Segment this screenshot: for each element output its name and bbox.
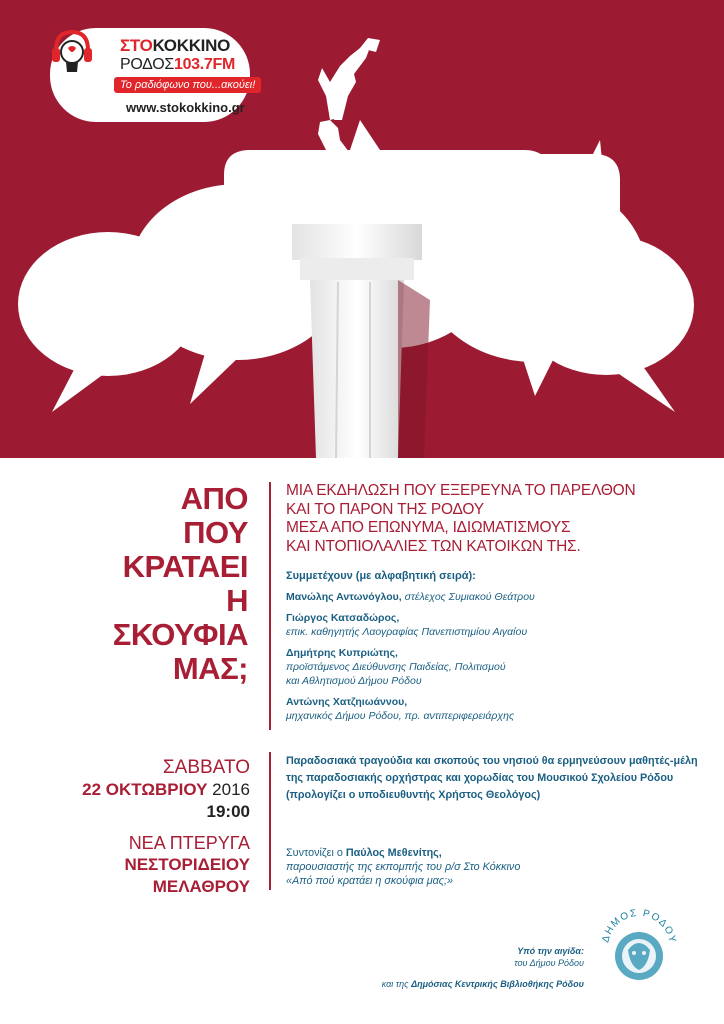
event-year: 2016 xyxy=(212,780,250,799)
title-line: ΣΚΟΥΦΙΑ xyxy=(112,617,248,652)
title-line: ΠΟΥ xyxy=(183,515,248,550)
title-line: ΑΠΟ xyxy=(180,481,248,516)
aegis-municipality xyxy=(440,945,584,969)
participant-role: επικ. καθηγητής Λαογραφίας Πανεπιστημίου Αιγαίου xyxy=(286,626,528,638)
logo-city-frequency xyxy=(120,56,235,74)
coordinator-role: παρουσιαστής της εκπομπής του ρ/σ Στο Κόκκινο xyxy=(286,861,521,873)
aegis-library-name: Δημόσιας Κεντρικής Βιβλιοθήκης Ρόδου xyxy=(411,979,584,989)
music-description: Παραδοσιακά τραγούδια και σκοπούς του νησιού θα ερμηνεύσουν μαθητές-μέλη της παραδοσιακής ορχήστρας και χορωδίας του Μουσικού Σχολείου Ρόδου (προλογίζει ο υποδιευθυντής Χρήστος Θεολόγος) xyxy=(286,755,698,801)
title-line: ΜΑΣ; xyxy=(172,651,248,686)
coordinator-prefix: Συντονίζει ο xyxy=(286,847,343,859)
logo-name-black: ΚΟΚΚΙΝΟ xyxy=(152,36,231,55)
title-line: Η xyxy=(226,583,248,618)
logo-url-link[interactable]: www.stokokkino.gr xyxy=(126,100,245,115)
participants-header: Συμμετέχουν (με αλφαβητική σειρά): xyxy=(286,570,476,582)
column-illustration xyxy=(292,224,430,458)
intro-line: ΚΑΙ ΝΤΟΠΙΟΛΑΛΙΕΣ ΤΩΝ ΚΑΤΟΙΚΩΝ ΤΗΣ. xyxy=(286,537,581,555)
venue-line-2: ΝΕΣΤΟΡΙΔΕΙΟΥ xyxy=(124,855,250,874)
participant-item xyxy=(286,590,706,604)
aegis-label: Υπό την αιγίδα: xyxy=(517,946,584,956)
logo-frequency: 103.7FM xyxy=(173,56,236,73)
divider-top xyxy=(269,482,271,730)
event-intro xyxy=(286,482,706,556)
participant-name: Γιώργος Κατσαδώρος, xyxy=(286,612,400,624)
participant-name: Αντώνης Χατζηιωάννου, xyxy=(286,696,408,708)
participant-role-continued: και Αθλητισμού Δήμου Ρόδου xyxy=(286,675,422,687)
participant-item xyxy=(286,646,706,688)
aegis-municipality-name: του Δήμου Ρόδου xyxy=(514,958,584,968)
intro-line: ΜΕΣΑ ΑΠΟ ΕΠΩΝΥΜΑ, ΙΔΙΩΜΑΤΙΣΜΟΥΣ xyxy=(286,519,571,536)
logo-tagline: Το ραδιόφωνο που...ακούει! xyxy=(114,77,261,93)
event-date xyxy=(0,757,250,823)
radio-logo[interactable] xyxy=(50,24,260,124)
participant-item xyxy=(286,695,706,723)
intro-line: ΜΙΑ ΕΚΔΗΛΩΣΗ ΠΟΥ ΕΞΕΡΕΥΝΑ ΤΟ ΠΑΡΕΛΘΟΝ xyxy=(286,482,636,499)
participants-list xyxy=(286,569,706,730)
hero-banner xyxy=(0,0,724,458)
participant-role: προϊστάμενος Διεύθυνσης Παιδείας, Πολιτισμού xyxy=(286,661,506,673)
participant-name: Δημήτρης Κυπριώτης, xyxy=(286,647,398,659)
divider-bottom xyxy=(269,752,271,890)
intro-line: ΚΑΙ ΤΟ ΠΑΡΟΝ ΤΗΣ ΡΟΔΟΥ xyxy=(286,500,484,518)
aegis-library-prefix: και της xyxy=(381,979,409,989)
coordinator-info xyxy=(286,846,706,888)
logo-city: ΡΟΔΟΣ xyxy=(120,56,174,73)
show-name: «Από πού κρατάει η σκούφια μας;» xyxy=(286,875,454,887)
coordinator-line-1 xyxy=(286,846,706,860)
venue-line-3: ΜΕΛΑΘΡΟΥ xyxy=(152,877,250,896)
municipality-seal-icon xyxy=(598,906,680,988)
seal-text: ΔΗΜΟΣ ΡΟΔΟΥ xyxy=(600,907,678,945)
lightbulb-headphones-icon xyxy=(50,24,94,84)
venue-line-1: ΝΕΑ ΠΤΕΡΥΓΑ xyxy=(128,833,250,853)
logo-station-name xyxy=(120,36,230,56)
participant-item xyxy=(286,611,706,639)
event-title xyxy=(0,482,248,686)
logo-name-red: ΣΤΟ xyxy=(120,36,153,55)
coordinator-name: Παύλος Μεθενίτης, xyxy=(345,847,442,859)
event-venue xyxy=(0,832,250,898)
participant-role: στέλεχος Συμιακού Θεάτρου xyxy=(404,591,535,603)
participant-name: Μανώλης Αντωνόγλου, xyxy=(286,591,402,603)
title-line: ΚΡΑΤΑΕΙ xyxy=(122,549,248,584)
participant-role: μηχανικός Δήμου Ρόδου, πρ. αντιπεριφερειάρχης xyxy=(286,710,515,722)
aegis-library xyxy=(300,978,584,990)
event-date-bold: 22 ΟΚΤΩΒΡΙΟΥ xyxy=(82,780,208,799)
event-date-line xyxy=(0,779,250,801)
event-time: 19:00 xyxy=(206,802,250,821)
event-day: ΣΑΒΒΑΤΟ xyxy=(162,757,250,778)
